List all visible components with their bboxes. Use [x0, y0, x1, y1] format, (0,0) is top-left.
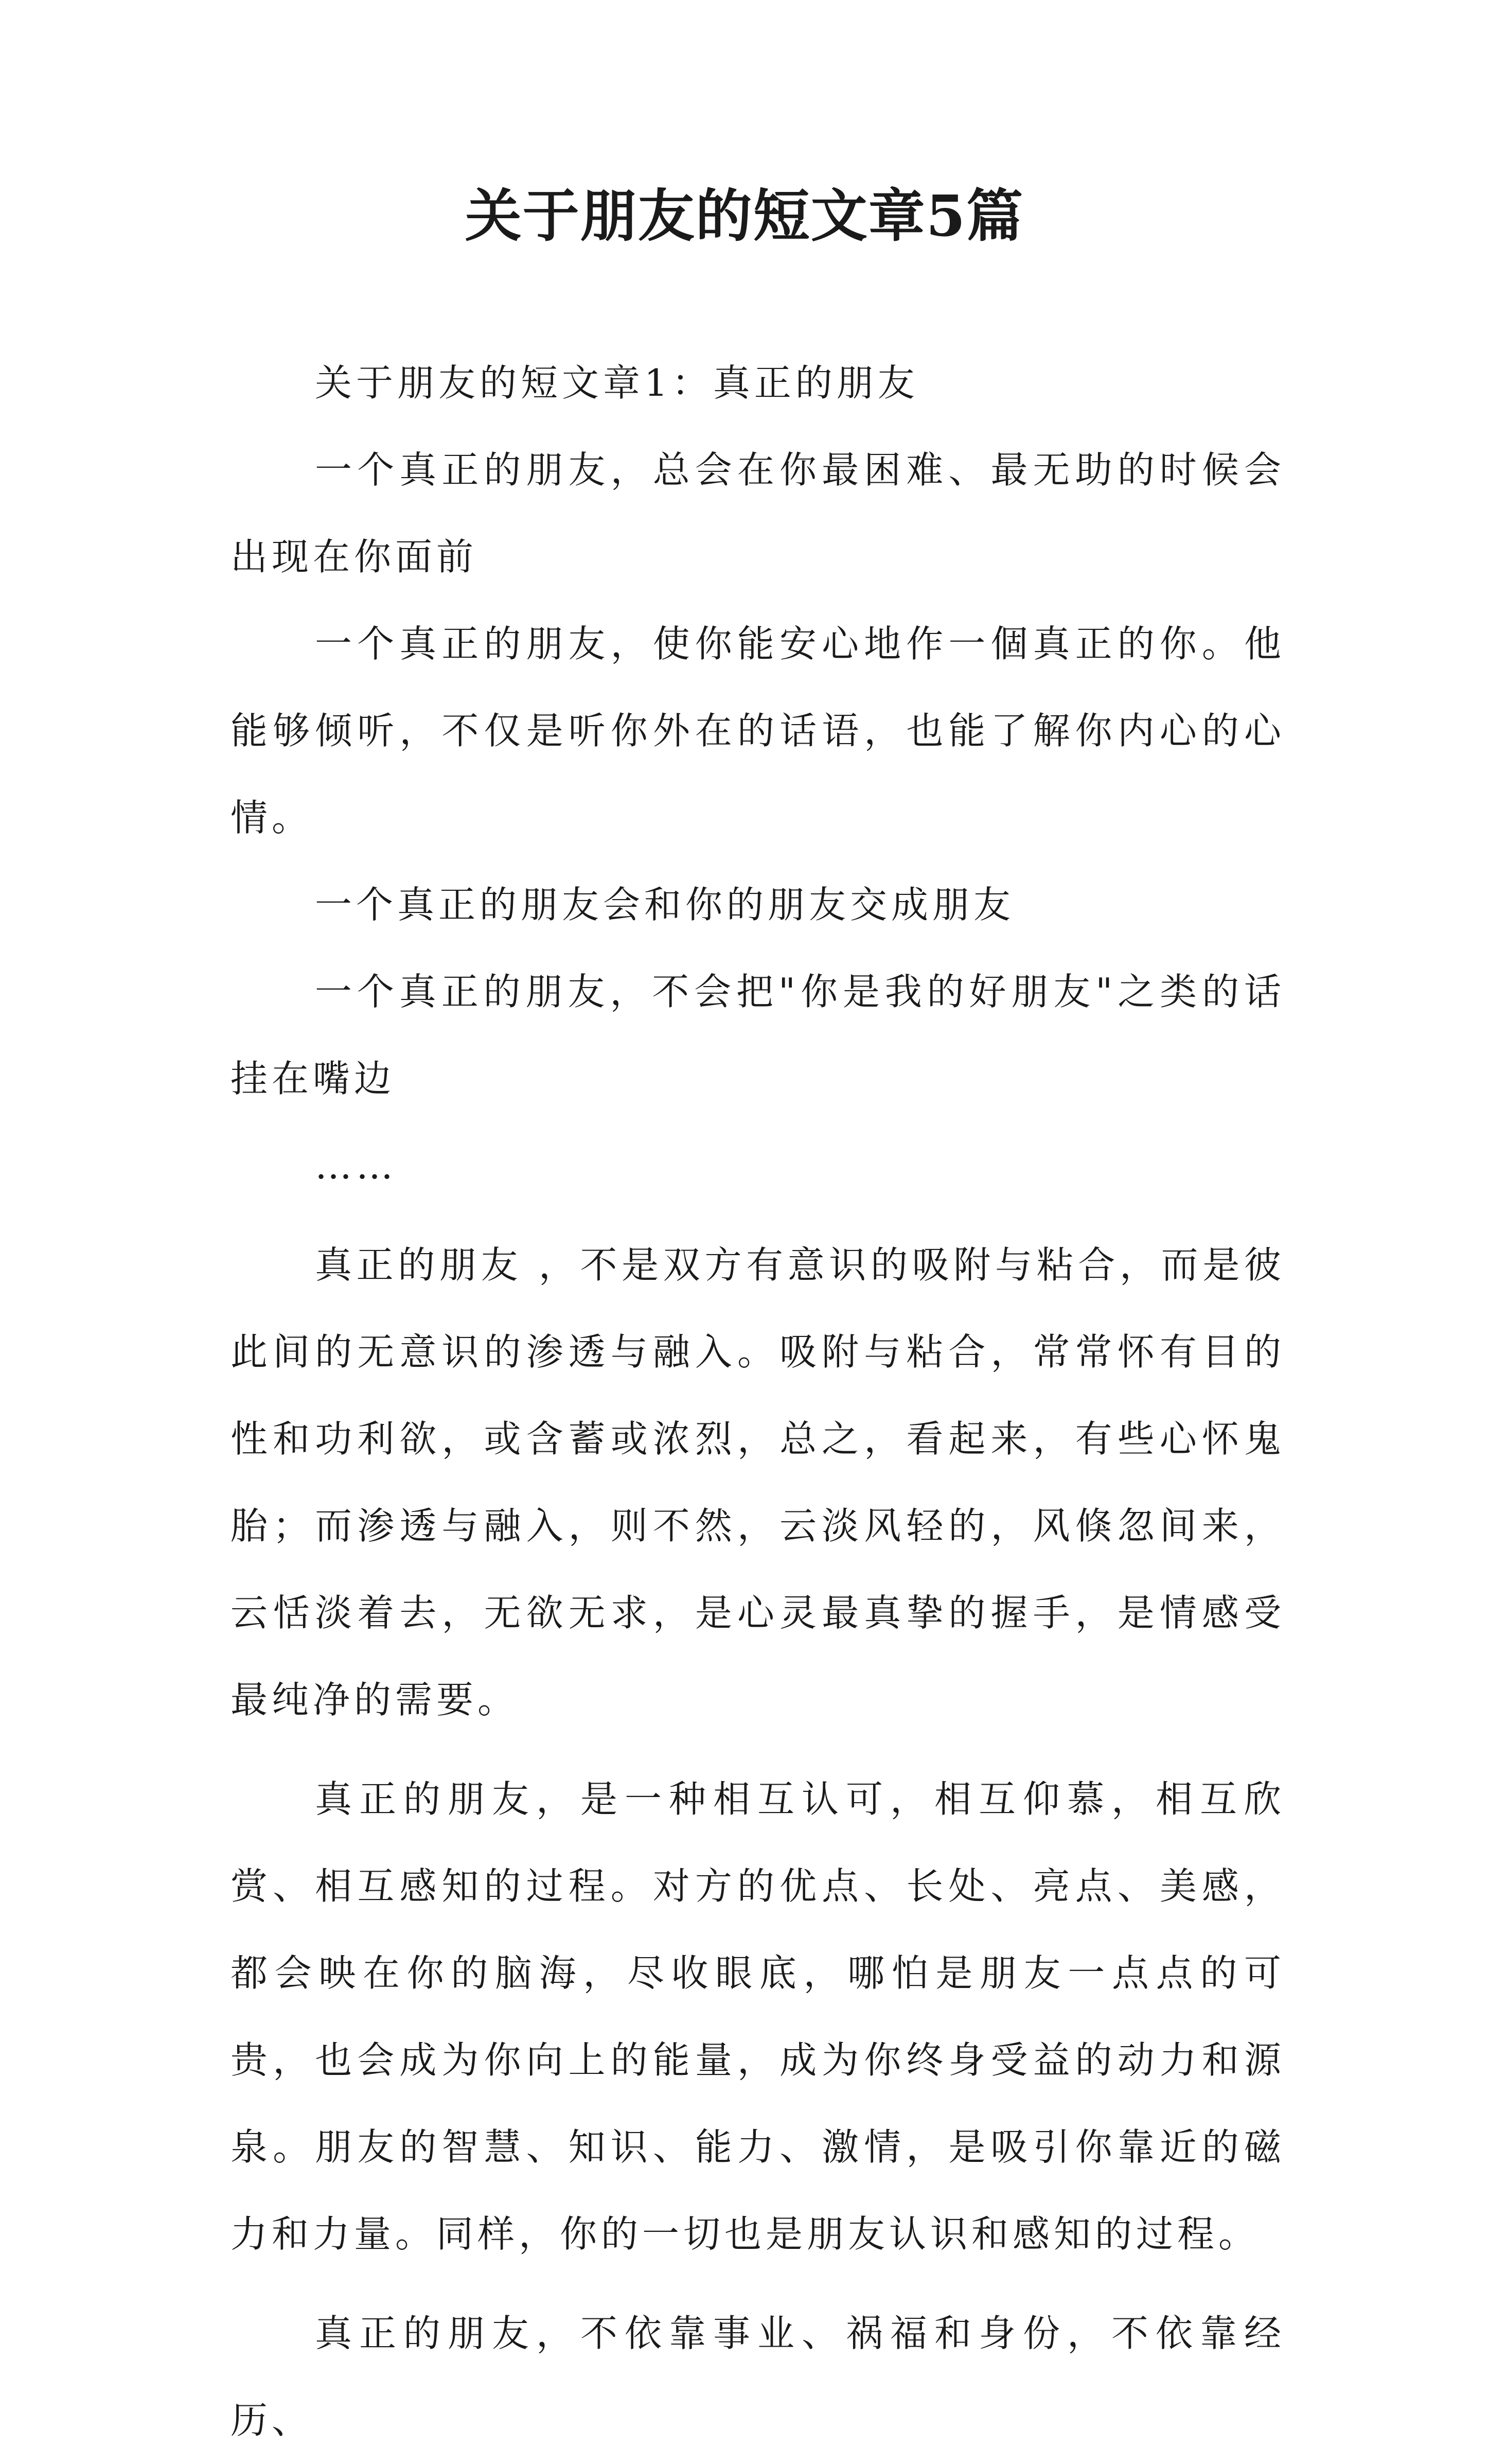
paragraph: 一个真正的朋友，总会在你最困难、最无助的时候会出现在你面前: [231, 448, 1285, 578]
section-heading: 关于朋友的短文章1：真正的朋友: [315, 361, 919, 404]
document-title: 关于朋友的短文章5篇: [465, 183, 1024, 249]
paragraph: 一个真正的朋友，使你能安心地作一個真正的你。他能够倾听，不仅是听你外在的话语，也能了解你内心的心情。: [231, 622, 1285, 839]
paragraph: 真正的朋友，不依靠事业、祸福和身份，不依靠经历、: [231, 2312, 1285, 2442]
paragraph: 真正的朋友，是一种相互认可，相互仰慕，相互欣赏、相互感知的过程。对方的优点、长处、亮点、美感，都会映在你的脑海，尽收眼底，哪怕是朋友一点点的可贵，也会成为你向上的能量，成为你终身受益的动力和源泉。朋友的智慧、知识、能力、激情，是吸引你靠近的磁力和力量。同样，你的一切也是朋友认识和感知的过程。: [231, 1777, 1285, 2256]
document-body: [231, 340, 1285, 2464]
paragraph: 真正的朋友 ，不是双方有意识的吸附与粘合，而是彼此间的无意识的渗透与融入。吸附与粘合，常常怀有目的性和功利欲，或含蓄或浓烈，总之，看起来，有些心怀鬼胎；而渗透与融入，则不然，云淡风轻的，风倏忽间来，云恬淡着去，无欲无求，是心灵最真挚的握手，是情感受最纯净的需要。: [231, 1243, 1285, 1721]
paragraph: 一个真正的朋友，不会把"你是我的好朋友"之类的话挂在嘴边: [231, 970, 1285, 1100]
paragraph: 一个真正的朋友会和你的朋友交成朋友: [315, 883, 1015, 926]
ellipsis-line: ……: [315, 1144, 397, 1187]
